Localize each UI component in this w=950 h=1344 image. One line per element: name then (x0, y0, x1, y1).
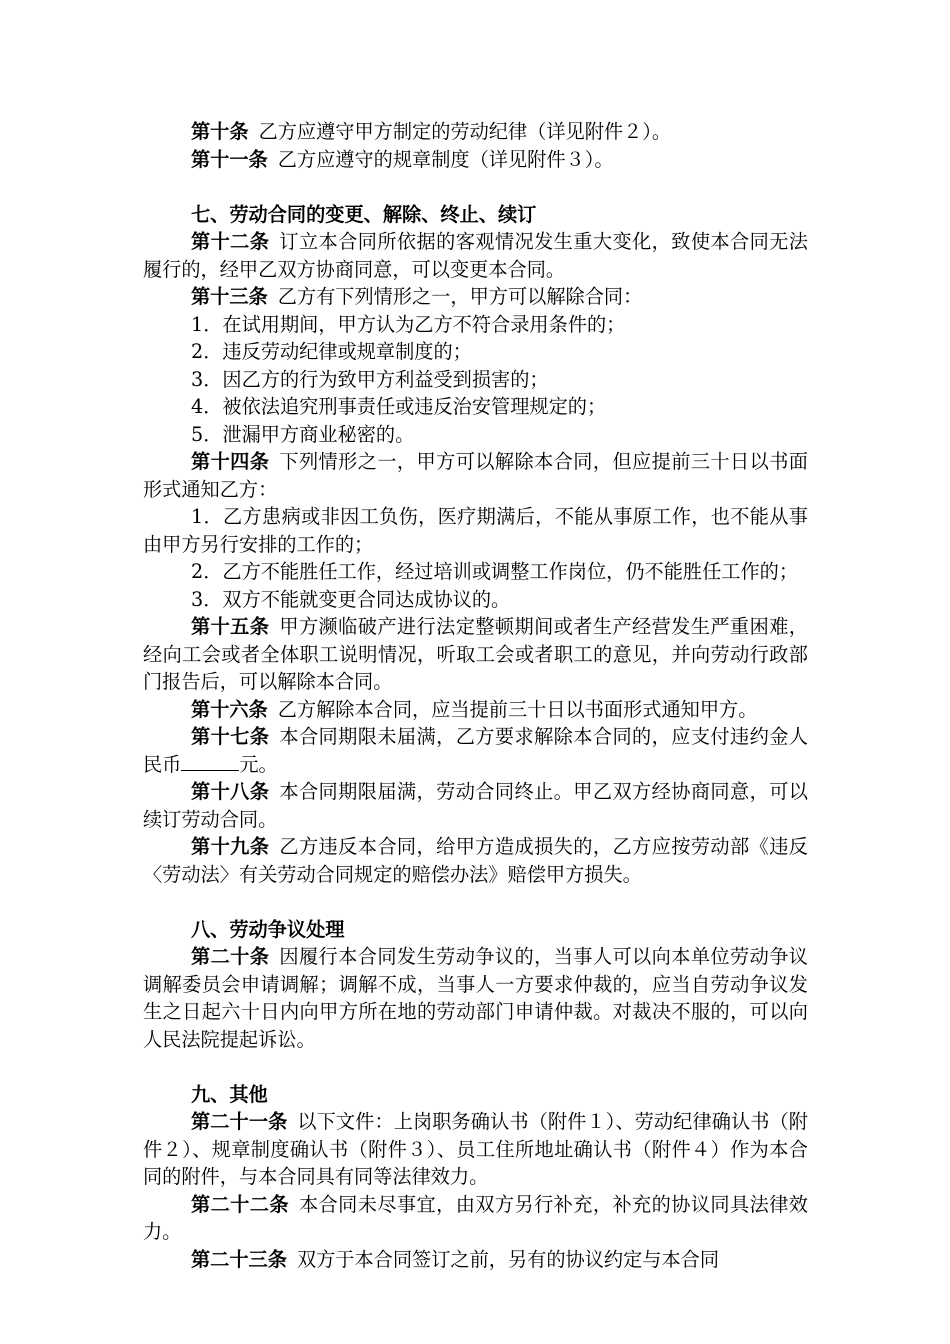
article-text: 甲方濒临破产进行法定整顿期间或者生产经营发生严重困难，经向工会或者全体职工说明情况，听取工会或者职工的意见，并向劳动行政部门报告后，可以解除本合同。 (143, 615, 808, 693)
article-text: 本合同期限未届满，乙方要求解除本合同的，应支付违约金人民币 (143, 725, 808, 776)
list-item: 3．双方不能就变更合同达成协议的。 (191, 587, 511, 611)
article-15 (143, 613, 808, 696)
article-number: 第十九条 (191, 835, 270, 858)
article-21 (143, 1108, 808, 1191)
article-number: 第十二条 (191, 230, 270, 253)
list-item: 1．在试用期间，甲方认为乙方不符合录用条件的； (191, 312, 626, 336)
article-number: 第十一条 (191, 147, 268, 171)
article-number: 第十八条 (191, 780, 270, 803)
list-item: 1．乙方患病或非因工负伤，医疗期满后，不能从事原工作，也不能从事由甲方另行安排的工作的； (143, 505, 808, 556)
amount-blank (181, 752, 239, 771)
article-text: 乙方解除本合同，应当提前三十日以书面形式通知甲方。 (277, 697, 758, 721)
article-16 (143, 696, 808, 724)
article-20 (143, 943, 808, 1053)
article-11 (143, 146, 808, 174)
article-text: 以下文件：上岗职务确认书（附件１）、劳动纪律确认书（附件２）、规章制度确认书（附件３）、员工住所地址确认书（附件４）作为本合同的附件，与本合同具有同等法律效力。 (143, 1110, 808, 1188)
spacer (143, 888, 808, 916)
spacer (143, 1053, 808, 1081)
article-number: 第十四条 (191, 450, 270, 473)
article-17 (143, 723, 808, 778)
article-text: 订立本合同所依据的客观情况发生重大变化，致使本合同无法履行的，经甲乙双方协商同意，可以变更本合同。 (143, 230, 808, 281)
spacer (143, 173, 808, 201)
list-item: 2．乙方不能胜任工作，经过培训或调整工作岗位，仍不能胜任工作的； (191, 560, 799, 583)
section-7-heading: 七、劳动合同的变更、解除、终止、续订 (191, 202, 537, 226)
document-page (143, 118, 808, 1273)
section-8-heading: 八、劳动争议处理 (191, 917, 345, 941)
article-22 (143, 1191, 808, 1246)
article-text: 乙方应遵守甲方制定的劳动纪律（详见附件２）。 (258, 120, 672, 143)
article-text: 双方于本合同签订之前，另有的协议约定与本合同 (296, 1247, 720, 1271)
article-number: 第十七条 (191, 725, 270, 748)
article-number: 第二十二条 (191, 1192, 289, 1216)
list-item: 2．违反劳动纪律或规章制度的； (191, 340, 472, 363)
article-19 (143, 833, 808, 888)
section-9-heading: 九、其他 (191, 1082, 268, 1106)
article-text: 乙方应遵守的规章制度（详见附件３）。 (277, 147, 614, 171)
article-number: 第二十条 (191, 945, 270, 968)
article-number: 第十三条 (191, 285, 268, 308)
article-number: 第二十一条 (191, 1110, 288, 1133)
list-item: 4．被依法追究刑事责任或违反治安管理规定的； (191, 395, 607, 418)
article-10 (143, 118, 808, 146)
list-item: 5．泄漏甲方商业秘密的。 (191, 422, 415, 446)
article-text: 本合同未尽事宜，由双方另行补充，补充的协议同具法律效力。 (143, 1192, 808, 1243)
article-number: 第十条 (191, 120, 249, 143)
list-item: 3．因乙方的行为致甲方利益受到损害的； (191, 367, 549, 391)
article-number: 第二十三条 (191, 1247, 287, 1271)
article-text-end: 元。 (239, 752, 278, 776)
article-12 (143, 228, 808, 283)
article-14 (143, 448, 808, 503)
article-number: 第十五条 (191, 615, 270, 638)
article-text: 因履行本合同发生劳动争议的，当事人可以向本单位劳动争议调解委员会申请调解；调解不成，当事人一方要求仲裁的，应当自劳动争议发生之日起六十日内向甲方所在地的劳动部门申请仲裁。对裁决不服的，可以向人民法院提起诉讼。 (143, 945, 808, 1051)
article-text: 乙方违反本合同，给甲方造成损失的，乙方应按劳动部《违反〈劳动法〉有关劳动合同规定的赔偿办法》赔偿甲方损失。 (143, 835, 808, 886)
article-text: 乙方有下列情形之一，甲方可以解除合同： (277, 285, 643, 308)
article-number: 第十六条 (191, 697, 268, 721)
article-13 (143, 283, 808, 311)
article-18 (143, 778, 808, 833)
article-text: 下列情形之一，甲方可以解除本合同，但应提前三十日以书面形式通知乙方： (143, 450, 808, 501)
article-23 (143, 1246, 808, 1274)
article-text: 本合同期限届满，劳动合同终止。甲乙双方经协商同意，可以续订劳动合同。 (143, 780, 808, 831)
